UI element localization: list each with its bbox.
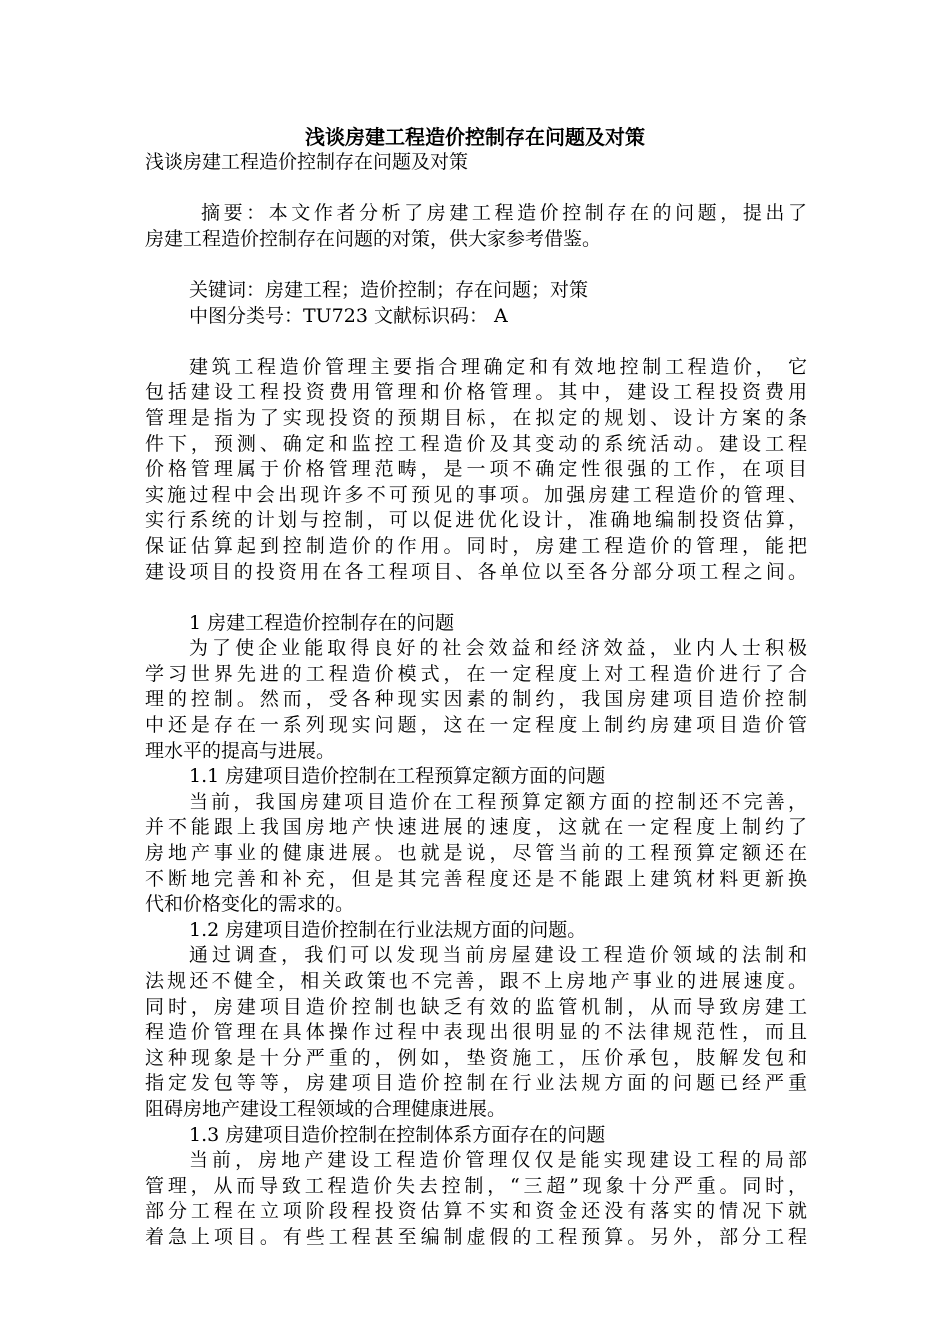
document-subtitle: 浅谈房建工程造价控制存在问题及对策 [145,151,469,173]
paragraph-line: 通过调查，我们可以发现当前房屋建设工程造价领域的法制和 [189,944,807,967]
intro-line: 管理是指为了实现投资的预期目标，在拟定的规划、设计方案的条 [145,406,807,429]
paragraph-line: 为了使企业能取得良好的社会效益和经济效益，业内人士积极 [189,637,807,660]
blank-line [145,585,807,611]
subsection-heading: 1.1 房建项目造价控制在工程预算定额方面的问题 [189,765,606,788]
classification: 中图分类号：TU723 文献标识码： A [189,304,508,327]
paragraph-line: 代和价格变化的需求的。 [145,893,355,916]
blank-line [145,329,807,355]
paragraph-line: 部分工程在立项阶段程投资估算不实和资金还没有落实的情况下就 [145,1200,807,1223]
abstract-line: 摘要：本文作者分析了房建工程造价控制存在的问题，提出了 [201,202,807,225]
paragraph-line: 当前，房地产建设工程造价管理仅仅是能实现建设工程的局部 [189,1149,807,1172]
paragraph-line: 管理，从而导致工程造价失去控制，“三超”现象十分严重。同时， [145,1174,807,1197]
intro-line: 建设项目的投资用在各工程项目、各单位以至各分部分项工程之间。 [145,560,807,583]
document-body [145,150,807,1251]
paragraph-line: 指定发包等等，房建项目造价控制在行业法规方面的问题已经严重 [145,1072,807,1095]
paragraph-line: 法规还不健全，相关政策也不完善，跟不上房地产事业的进展速度。 [145,970,807,992]
intro-line: 包括建设工程投资费用管理和价格管理。其中，建设工程投资费用 [145,381,807,404]
paragraph-line: 并不能跟上我国房地产快速进展的速度，这就在一定程度上制约了 [145,816,807,839]
paragraph-line: 同时，房建项目造价控制也缺乏有效的监管机制，从而导致房建工 [145,995,807,1018]
blank-line [145,176,807,202]
paragraph-line: 理水平的提高与进展。 [145,739,336,762]
blank-line [145,252,807,278]
paragraph-line: 学习世界先进的工程造价模式，在一定程度上对工程造价进行了合 [145,662,807,685]
section-heading: 1 房建工程造价控制存在的问题 [189,611,455,634]
intro-line: 实行系统的计划与控制，可以促进优化设计，准确地编制投资估算， [145,509,807,532]
paragraph-line: 着急上项目。有些工程甚至编制虚假的工程预算。另外，部分工程 [145,1225,807,1248]
subsection-heading: 1.2 房建项目造价控制在行业法规方面的问题。 [189,918,587,941]
intro-line: 件下，预测、确定和监控工程造价及其变动的系统活动。建设工程 [145,432,807,455]
abstract-line: 房建工程造价控制存在问题的对策，供大家参考借鉴。 [145,227,602,250]
paragraph-line: 不断地完善和补充，但是其完善程度还是不能跟上建筑材料更新换 [145,867,807,890]
intro-line: 实施过程中会出现许多不可预见的事项。加强房建工程造价的管理、 [145,483,807,506]
paragraph-line: 中还是存在一系列现实问题，这在一定程度上制约房建项目造价管 [145,714,807,737]
intro-line: 建筑工程造价管理主要指合理确定和有效地控制工程造价， 它 [189,355,807,378]
subsection-heading: 1.3 房建项目造价控制在控制体系方面存在的问题 [189,1123,606,1146]
paragraph-line: 理的控制。然而，受各种现实因素的制约，我国房建项目造价控制 [145,688,807,711]
paragraph-line: 房地产事业的健康进展。也就是说，尽管当前的工程预算定额还在 [145,842,807,865]
paragraph-line: 当前，我国房建项目造价在工程预算定额方面的控制还不完善， [189,790,807,813]
intro-line: 价格管理属于价格管理范畴，是一项不确定性很强的工作，在项目 [145,458,807,481]
paragraph-line: 这种现象是十分严重的，例如，垫资施工，压价承包，肢解发包和 [145,1046,807,1069]
document-title: 浅谈房建工程造价控制存在问题及对策 [305,125,645,149]
paragraph-line: 阻碍房地产建设工程领域的合理健康进展。 [145,1097,507,1120]
paragraph-line: 程造价管理在具体操作过程中表现出很明显的不法律规范性，而且 [145,1021,807,1044]
keywords: 关键词：房建工程；造价控制；存在问题；对策 [189,278,589,301]
intro-line: 保证估算起到控制造价的作用。同时，房建工程造价的管理，能把 [145,534,807,557]
